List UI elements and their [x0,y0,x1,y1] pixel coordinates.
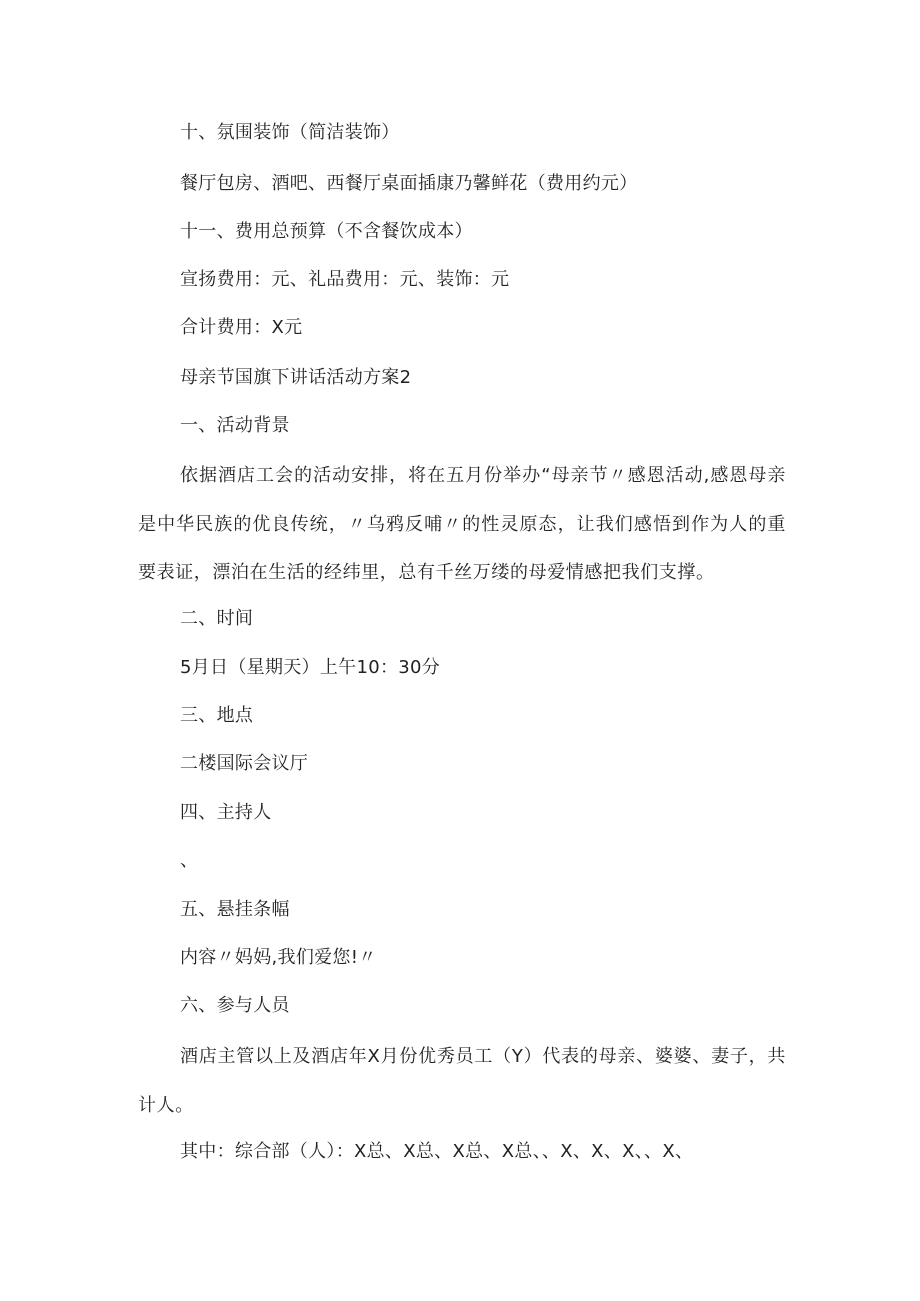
section-11-heading: 十一、费用总预算（不含餐饮成本） [180,221,473,242]
decoration-detail: 餐厅包房、酒吧、西餐厅桌面插康乃馨鲜花（费用约元） [180,173,638,194]
section-10-heading: 十、氛围装饰（简洁装饰） [180,122,400,143]
event-time: 5月日（星期天）上午10：30分 [180,657,441,678]
budget-total: 合计费用：X元 [180,317,303,338]
section-5-heading: 五、悬挂条幅 [180,899,290,920]
background-paragraph [138,452,786,598]
event-location: 二楼国际会议厅 [180,753,309,774]
banner-content: 内容〃妈妈,我们爱您!〃 [180,947,377,968]
plan-2-title: 母亲节国旗下讲话活动方案2 [180,367,412,388]
participants-paragraph [138,1033,786,1130]
section-6-heading: 六、参与人员 [180,995,290,1016]
section-1-heading: 一、活动背景 [180,415,290,436]
department-list: 其中：综合部（人）：X总、X总、X总、X总、、X、X、X、、X、 [180,1141,694,1162]
section-4-heading: 四、主持人 [180,802,272,823]
section-3-heading: 三、地点 [180,705,254,726]
budget-items: 宣扬费用：元、礼品费用：元、装饰：元 [180,269,510,290]
host-names: 、 [180,850,199,871]
section-2-heading: 二、时间 [180,608,254,629]
participants-paragraph-text: 酒店主管以上及酒店年X月份优秀员工（Y）代表的母亲、婆婆、妻子，共计人。 [138,1046,786,1116]
background-paragraph-text: 依据酒店工会的活动安排，将在五月份举办“母亲节〃感恩活动,感恩母亲是中华民族的优良传统，〃乌鸦反哺〃的性灵原态，让我们感悟到作为人的重要表证，漂泊在生活的经纬里，总有千丝万缕的母爱情感把我们支撑。 [138,465,786,583]
